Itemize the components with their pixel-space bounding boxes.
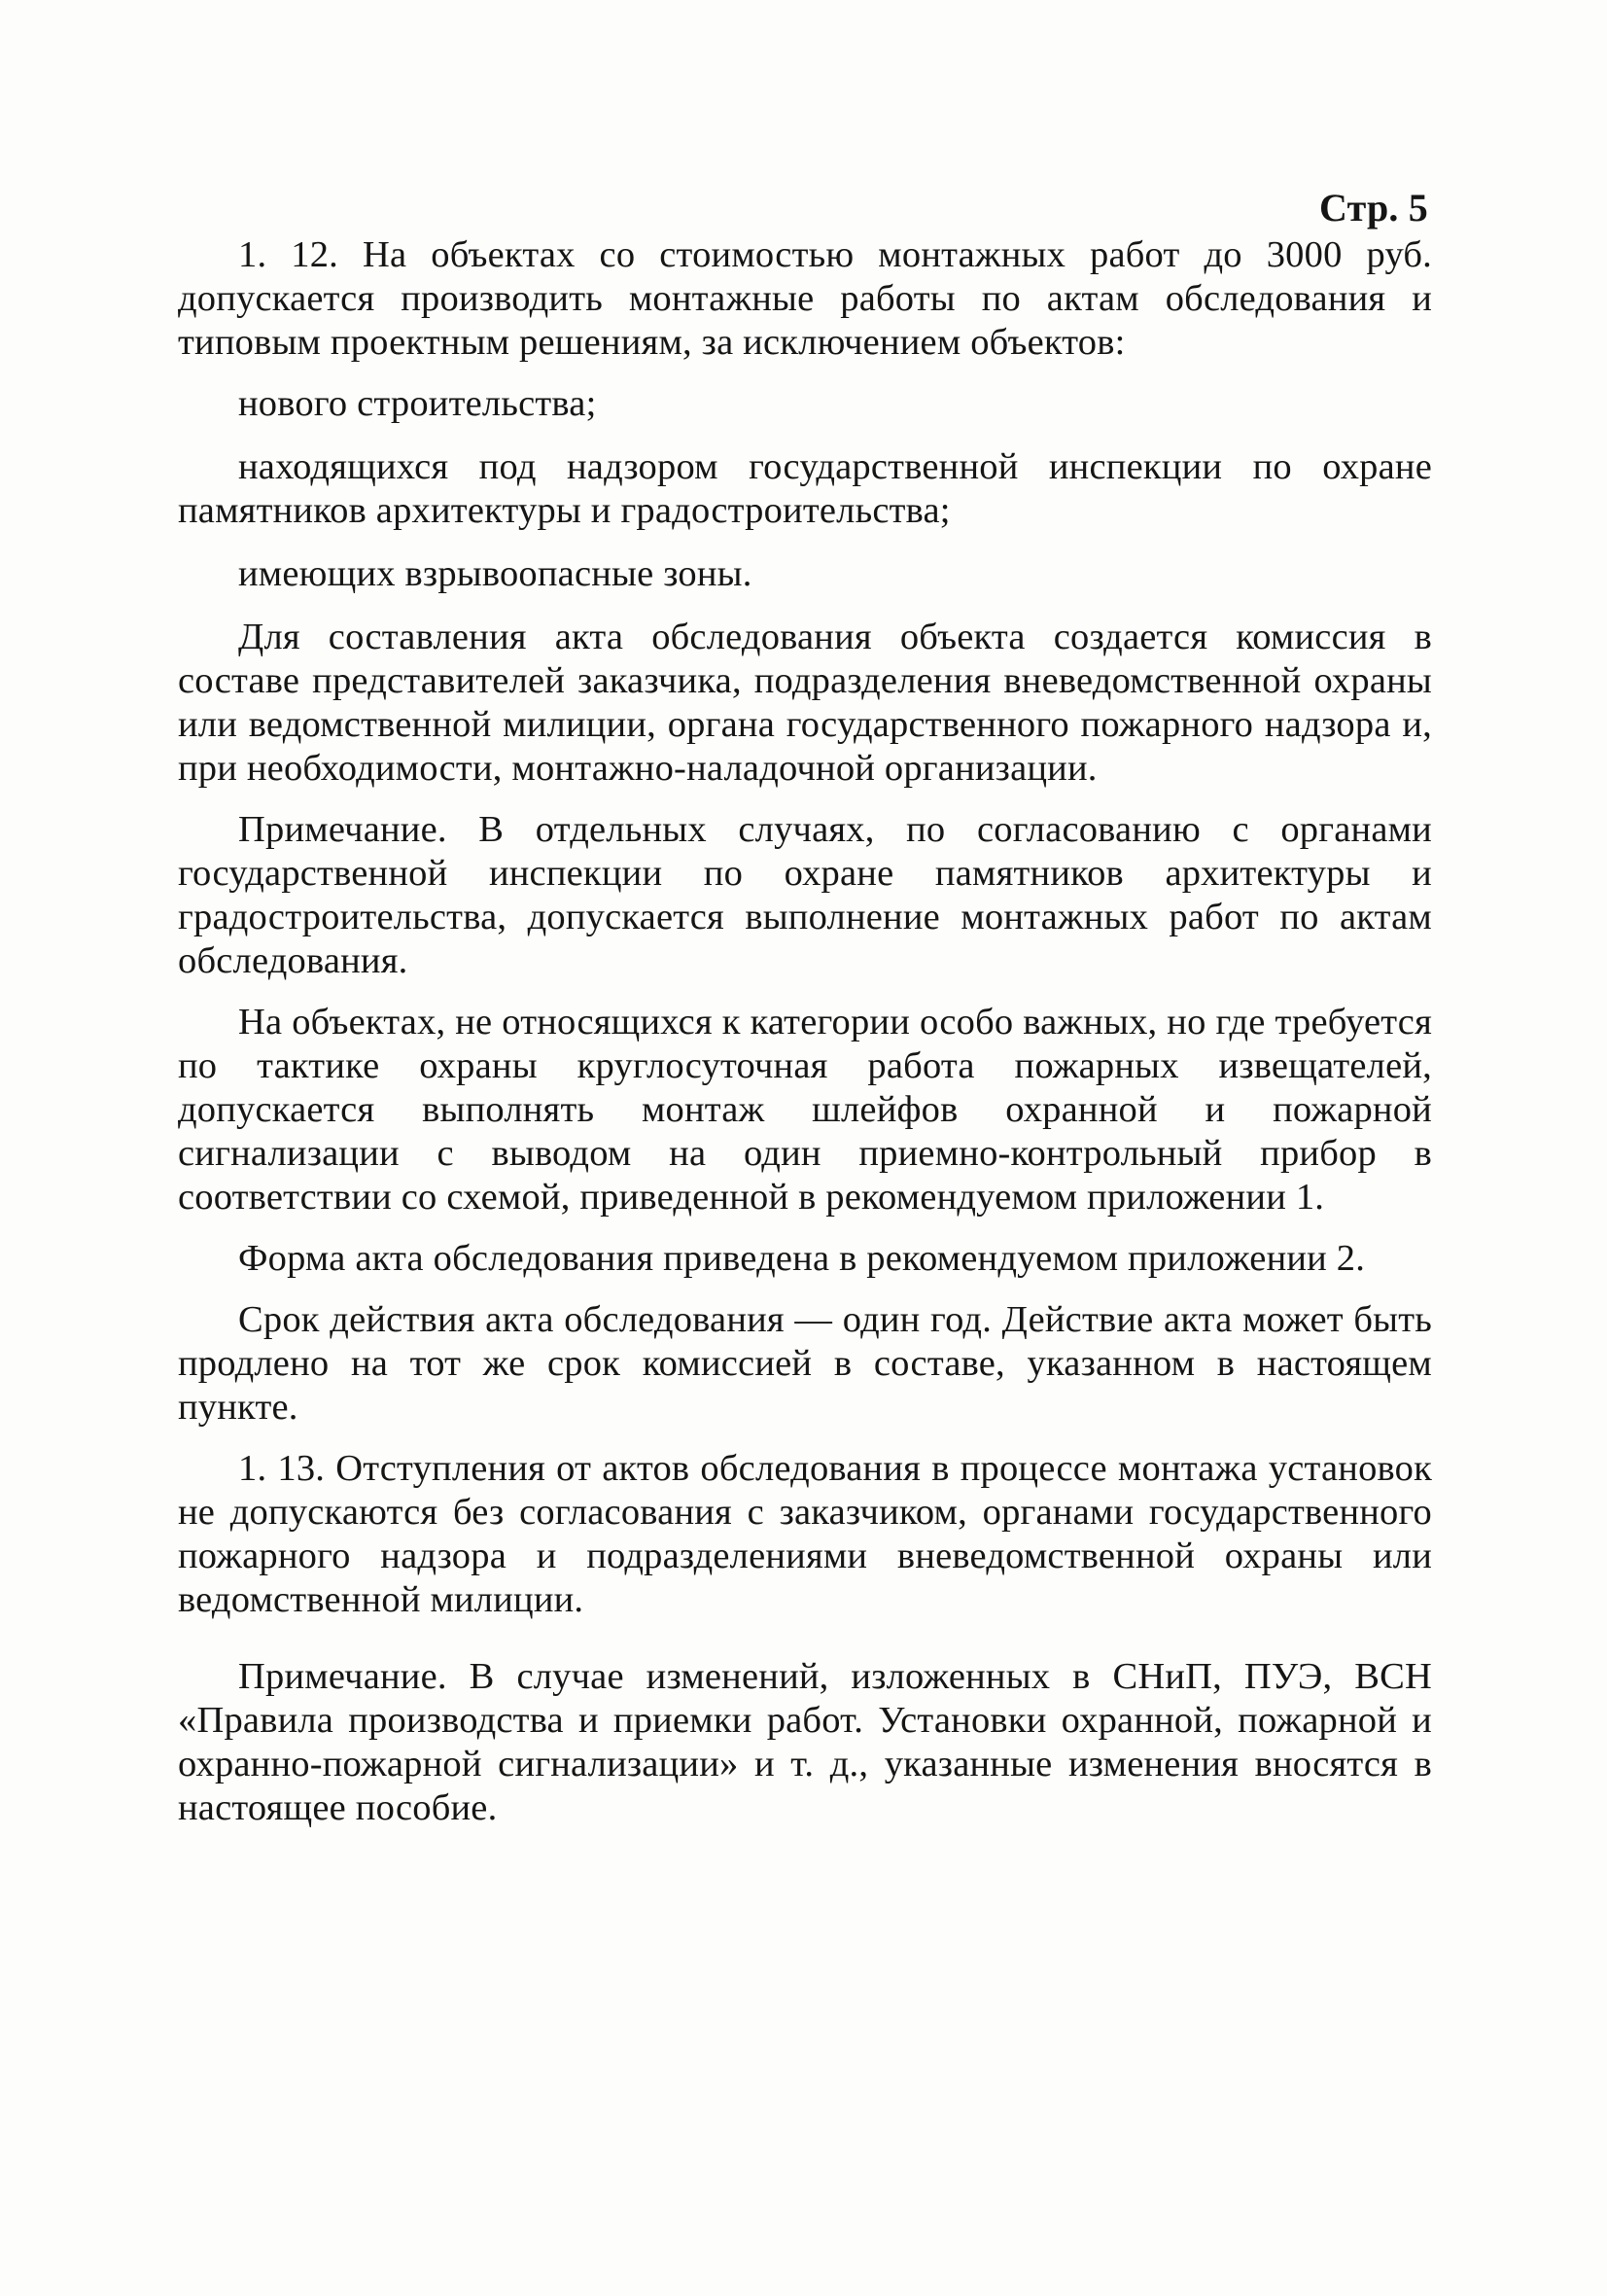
paragraph-commission: Для составления акта обследования объекта создается комиссия в составе представителей заказчика, подразделения вневедомственной охраны или ведомственной милиции, органа государственного пожарного надзора и, при необходимости, монтажно-наладочной организации. [178,617,1432,789]
list-item-explosive-zones: имеющих взрывоопасные зоны. [238,553,752,594]
paragraph-1-12: 1. 12. На объектах со стоимостью монтажных работ до 3000 руб. допускается производить монтажные работы по актам обследования и типовым проектным решениям, за исключением объектов: [178,234,1432,363]
paragraph-fire-detectors: На объектах, не относящихся к категории особо важных, но где требуется по тактике охраны круглосуточная работа пожарных извещателей, допускается выполнять монтаж шлейфов охранной и пожарной сигнализации с выводом на один приемно-контрольный прибор в соответствии со схемой, приведенной в рекомендуемом приложении 1. [178,1002,1432,1218]
paragraph-act-validity: Срок действия акта обследования — один год. Действие акта может быть продлено на тот же срок комиссией в составе, указанном в настоящем пункте. [178,1299,1432,1428]
paragraph-act-form: Форма акта обследования приведена в рекомендуемом приложении 2. [238,1238,1366,1279]
list-item-monument-supervision: находящихся под надзором государственной инспекции по охране памятников архитектуры и градостроительства; [178,446,1432,531]
page-number: Стр. 5 [1319,186,1428,230]
page-text [178,185,1432,1848]
paragraph-1-13: 1. 13. Отступления от актов обследования в процессе монтажа установок не допускаются без согласования с заказчиком, органами государственного пожарного надзора и подразделениями вневедомственной охраны или ведомственной милиции. [178,1448,1432,1620]
list-item-new-construction: нового строительства; [238,383,597,424]
note-changes: Примечание. В случае изменений, изложенных в СНиП, ПУЭ, ВСН «Правила производства и приемки работ. Установки охранной, пожарной и охранно-пожарной сигнализации» и т. д., указанные изменения вносятся в настоящее пособие. [178,1656,1432,1828]
note-monuments: Примечание. В отдельных случаях, по согласованию с органами государственной инспекции по охране памятников архитектуры и градостроительства, допускается выполнение монтажных работ по актам обследования. [178,809,1432,981]
